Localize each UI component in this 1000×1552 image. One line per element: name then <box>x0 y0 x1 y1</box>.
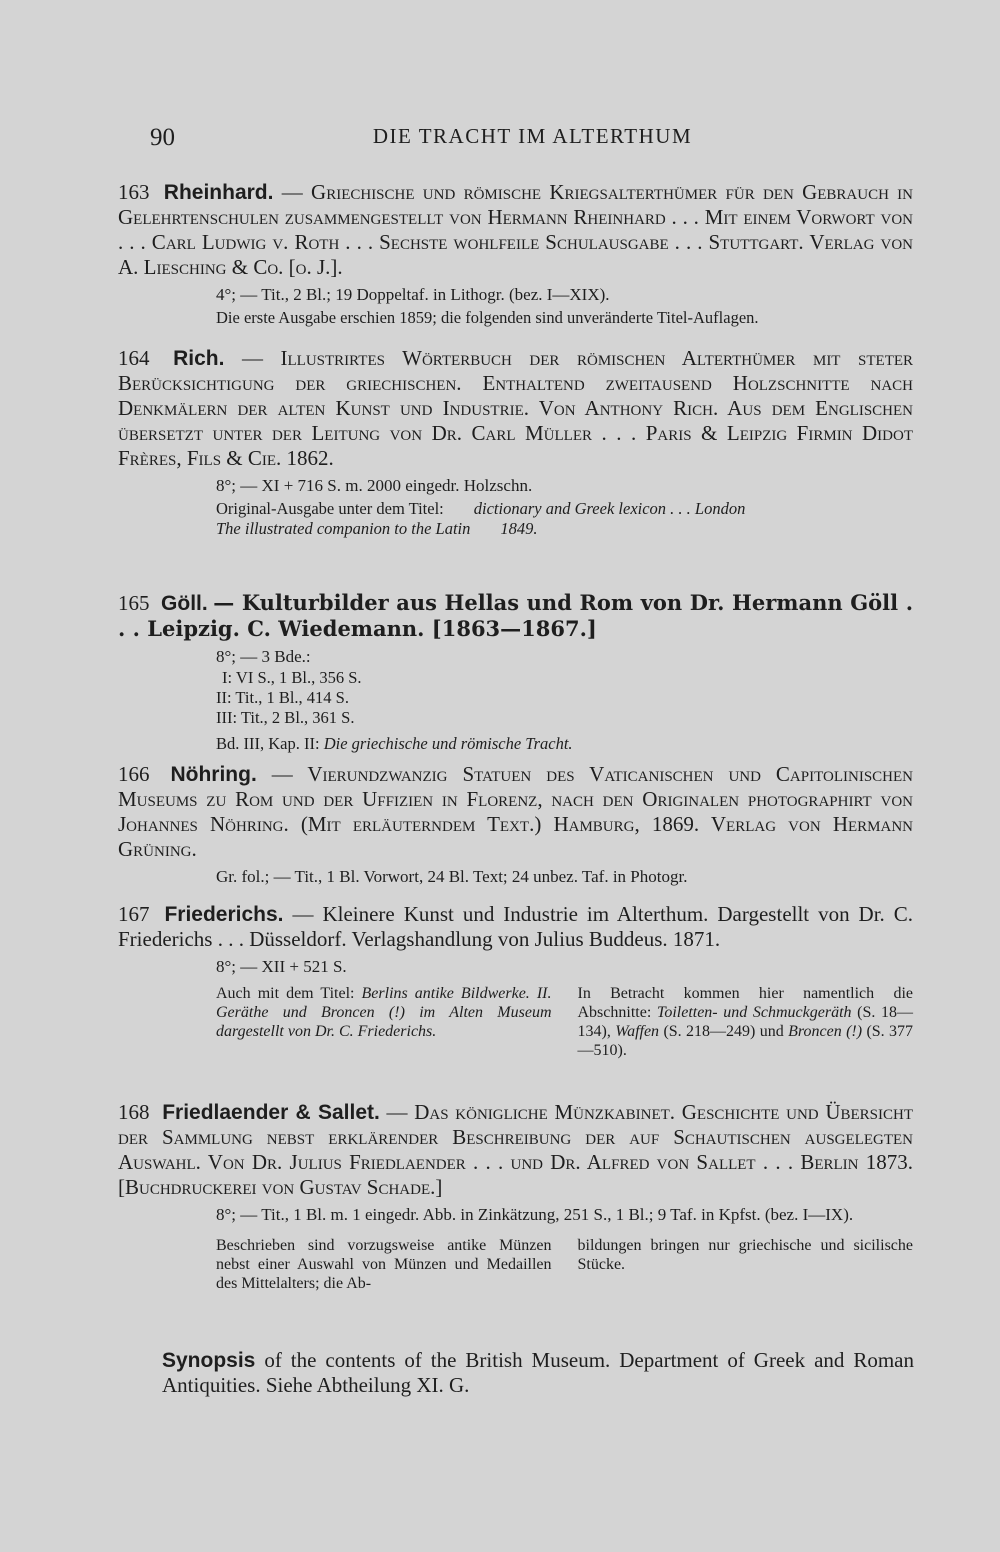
note-right <box>578 984 914 1060</box>
note-part: dictionary and Greek lexicon . . . London <box>473 499 746 518</box>
note-part: Broncen (!) <box>788 1023 863 1040</box>
entry-title: — Illustrirtes Wörterbuch der römischen Alterthümer mit steter Berücksichtigung der griechischen. Enthaltend zweitausend Holzschnitte nach Denkmälern der alten Kunst und Industrie. Von Anthony Rich. Aus dem Englischen übersetzt unter der Leitung von Dr. Carl Müller . . . Paris & Leipzig Firmin Didot Frères, Fils & Cie. 1862. <box>118 346 914 470</box>
entry-number: 164 <box>118 346 150 370</box>
entry-note <box>216 499 913 539</box>
volume-item: II: Tit., 1 Bl., 414 S. <box>216 688 349 707</box>
entry-title: — Griechische und römische Kriegsalterthümer für den Gebrauch in Gelehrtenschulen zusammengestellt von Hermann Rheinhard . . . Mit einem Vorwort von . . . Carl Ludwig v. Roth . . . Sechste wohlfeile Schulausgabe . . . Stuttgart. Verlag von A. Liesching & Co. [o. J.]. <box>118 180 914 279</box>
entry-author: Friedlaender & Sallet. <box>162 1101 380 1124</box>
entry-author: Rheinhard. <box>163 181 274 204</box>
note-part: Waffen <box>615 1023 660 1040</box>
entry-167-main <box>118 902 913 952</box>
synopsis-entry <box>162 1348 914 1398</box>
page-number: 90 <box>150 124 175 151</box>
entry-title: — Kleinere Kunst und Industrie im Alterthum. Dargestellt von Dr. C. Friederichs . . . Düsseldorf. Verlagshandlung von Julius Buddeus. 1871. <box>118 902 914 951</box>
entry-163 <box>118 180 913 328</box>
entry-163-main <box>118 180 913 280</box>
note-part: The illustrated companion to the Latin <box>216 519 471 538</box>
entry-author: Nöhring. <box>170 763 257 786</box>
entry-167 <box>118 902 913 1060</box>
running-title: DIE TRACHT IM ALTERTHUM <box>372 124 693 148</box>
entry-collation: Gr. fol.; — Tit., 1 Bl. Vorwort, 24 Bl. Text; 24 unbez. Taf. in Photogr. <box>216 867 688 886</box>
note-left: Beschrieben sind vorzugsweise antike Münzen nebst einer Auswahl von Münzen und Medaillen des Mittelalters; die Ab- <box>216 1237 552 1292</box>
entry-168 <box>118 1100 913 1293</box>
volume-item: I: VI S., 1 Bl., 356 S. <box>222 668 362 687</box>
note-part: Die griechische und römische Tracht. <box>323 734 573 753</box>
entry-number: 165 <box>118 591 150 615</box>
note-part: In Betracht kommen hier namentlich die Abschnitte: <box>577 985 913 1021</box>
entry-164-main <box>118 346 913 471</box>
entry-number: 163 <box>118 180 150 204</box>
entry-168-main <box>118 1100 913 1200</box>
note-part: Auch mit dem Titel: <box>216 985 355 1002</box>
entry-collation: 8°; — XI + 716 S. m. 2000 eingedr. Holzschn. <box>216 476 533 495</box>
entry-author: Rich. <box>173 347 225 370</box>
entry-notes-two-column <box>216 984 913 1060</box>
note-part: Original-Ausgabe unter dem Titel: <box>216 499 444 518</box>
synopsis-name: Synopsis <box>162 1349 256 1372</box>
entry-number: 166 <box>118 762 150 786</box>
entry-title: — Das königliche Münzkabinet. Geschichte und Übersicht der Sammlung nebst erklärender Beschreibung der auf Schautischen ausgelegten Auswahl. Von Dr. Julius Friedlaender . . . und Dr. Alfred von Sallet . . . Berlin 1873. [Buchdruckerei von Gustav Schade.] <box>118 1100 913 1199</box>
entry-166-main <box>118 762 913 862</box>
entry-number: 168 <box>118 1100 150 1124</box>
note-right: bildungen bringen nur griechische und sicilische Stücke. <box>577 1237 913 1273</box>
volume-list <box>216 668 913 728</box>
entry-166 <box>118 762 913 888</box>
note-part: (S. 218—249) und <box>663 1023 784 1040</box>
entry-notes-two-column <box>216 1236 913 1293</box>
entry-title: — Kulturbilder aus Hellas und Rom von Dr. Hermann Göll . . . Leipzig. C. Wiedemann. [1863—1867.] <box>118 590 914 641</box>
volume-item: III: Tit., 2 Bl., 361 S. <box>216 708 355 727</box>
entry-164 <box>118 346 913 539</box>
note-part: Bd. III, Kap. II: <box>216 734 320 753</box>
note-part: (S. 18—134), <box>577 1004 913 1040</box>
note-part: Toiletten- und Schmuckgeräth <box>656 1004 852 1021</box>
entry-collation: 8°; — XII + 521 S. <box>216 957 347 976</box>
entry-collation: 8°; — 3 Bde.: <box>216 647 311 666</box>
note-part: (S. 377—510). <box>577 1023 914 1059</box>
entry-165-main <box>118 590 913 642</box>
entry-165 <box>118 590 913 754</box>
note-part: 1849. <box>500 519 538 538</box>
entry-author: Göll. <box>161 592 208 615</box>
note-part: Berlins antike Bildwerke. II. Geräthe und Broncen (!) im Alten Museum dargestellt von Dr. C. Friederichs. <box>216 985 552 1040</box>
entry-note: Die erste Ausgabe erschien 1859; die folgenden sind unveränderte Titel-Auflagen. <box>216 308 759 327</box>
entry-collation: 4°; — Tit., 2 Bl.; 19 Doppeltaf. in Lithogr. (bez. I—XIX). <box>216 285 610 304</box>
entry-number: 167 <box>118 902 150 926</box>
page-header <box>150 124 915 160</box>
note-left <box>216 984 552 1060</box>
entry-title: — Vierundzwanzig Statuen des Vaticanischen und Capitolinischen Museums zu Rom und der Uffizien in Florenz, nach den Originalen photographirt von Johannes Nöhring. (Mit erläuterndem Text.) Hamburg, 1869. Verlag von Hermann Grüning. <box>118 762 913 861</box>
entry-author: Friederichs. <box>164 903 284 926</box>
entry-collation: 8°; — Tit., 1 Bl. m. 1 eingedr. Abb. in Zinkätzung, 251 S., 1 Bl.; 9 Taf. in Kpfst. (bez. I—IX). <box>216 1205 854 1224</box>
synopsis-text: of the contents of the British Museum. Department of Greek and Roman Antiquities. Siehe Abtheilung XI. G. <box>162 1348 915 1397</box>
entry-note <box>216 734 913 754</box>
